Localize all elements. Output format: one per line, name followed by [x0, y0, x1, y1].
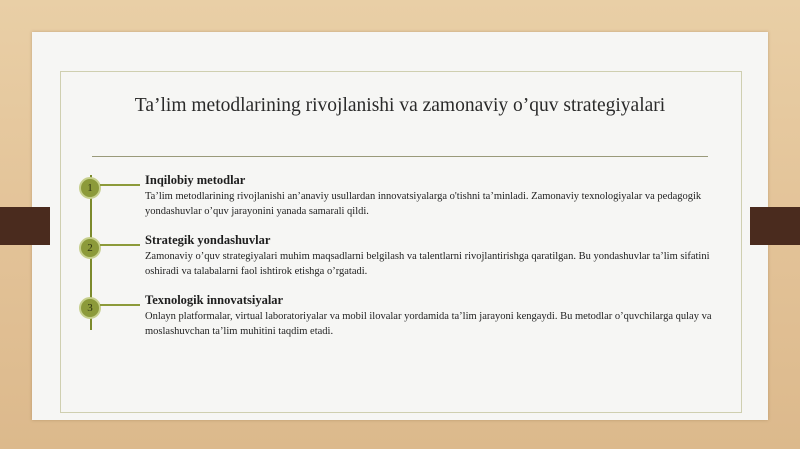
- slide-title: Ta’lim metodlarining rivojlanishi va zamonaviy o’quv strategiyalari: [134, 95, 666, 116]
- timeline-connector-1: [100, 184, 140, 186]
- item-heading-3: Texnologik innovatsiyalar: [145, 293, 284, 307]
- title-divider: [92, 156, 708, 157]
- right-tab-decoration: [750, 207, 800, 245]
- item-body-1: Ta’lim metodlarining rivojlanishi an’anaviy usullardan innovatsiyalarga o'tishni ta’minladi. Zamonaviy texnologiyalar va pedagogik yondashuvlar o’quv jarayonini yanada samarali qildi.: [145, 191, 702, 217]
- timeline-node-2: 2: [79, 237, 101, 259]
- item-heading-1: Inqilobiy metodlar: [145, 173, 246, 187]
- timeline-connector-2: [100, 244, 140, 246]
- timeline-connector-3: [100, 304, 140, 306]
- left-tab-decoration: [0, 207, 50, 245]
- item-heading-2: Strategik yondashuvlar: [145, 233, 271, 247]
- item-body-2: Zamonaviy o’quv strategiyalari muhim maqsadlarni belgilash va talentlarni rivojlantirishga qaratilgan. Bu yondashuvlar ta’lim sifatini oshiradi va talabalarni faol ishtirok etishga o’rgatadi.: [145, 251, 710, 277]
- timeline-node-1: 1: [79, 177, 101, 199]
- timeline-node-3: 3: [79, 297, 101, 319]
- item-body-3: Onlayn platformalar, virtual laboratoriyalar va mobil ilovalar yordamida ta’lim jarayoni kengaydi. Bu metodlar o’quvchilarga qulay va moslashuvchan ta’lim muhitini taqdim etadi.: [145, 311, 712, 337]
